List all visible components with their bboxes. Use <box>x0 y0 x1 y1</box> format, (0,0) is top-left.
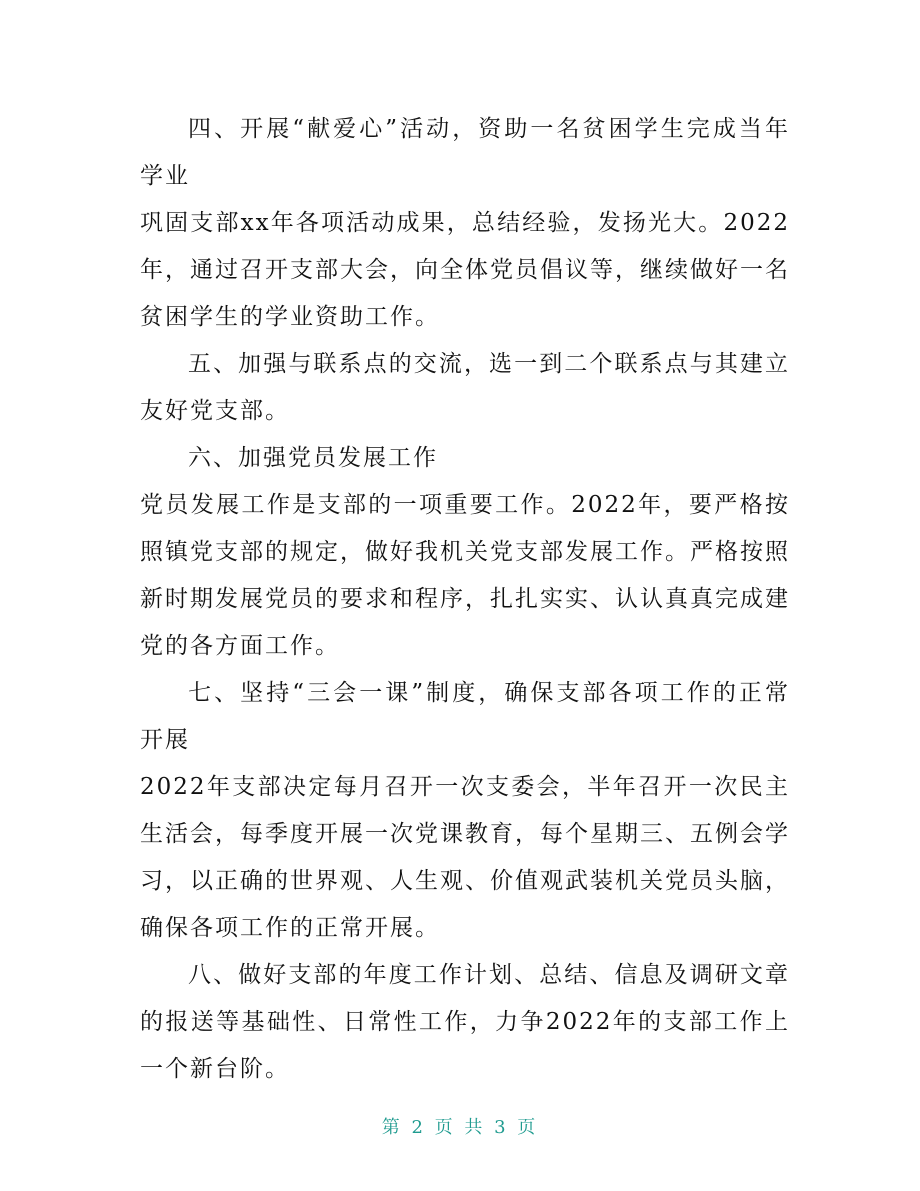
paragraph-heading-7: 七、坚持“三会一课”制度，确保支部各项工作的正常开展 <box>140 680 790 753</box>
paragraph-heading-5: 五、加强与联系点的交流，选一到二个联系点与其建立友好党支部。 <box>140 351 790 424</box>
document-body <box>140 106 790 1093</box>
page-number-footer: 第 2 页 共 3 页 <box>381 1117 539 1138</box>
paragraph-body-6: 党员发展工作是支部的一项重要工作。2022年，要严格按照镇党支部的规定，做好我机关党支部发展工作。严格按照新时期发展党员的要求和程序，扎扎实实、认认真真完成建党的各方面工作。 <box>140 492 790 659</box>
paragraph-body-7: 2022年支部决定每月召开一次支委会，半年召开一次民主生活会，每季度开展一次党课教育，每个星期三、五例会学习，以正确的世界观、人生观、价值观武装机关党员头脑，确保各项工作的正常开展。 <box>140 774 790 941</box>
paragraph-body-4: 巩固支部xx年各项活动成果，总结经验，发扬光大。2022年，通过召开支部大会，向全体党员倡议等，继续做好一名贫困学生的学业资助工作。 <box>140 210 790 330</box>
paragraph-heading-4: 四、开展“献爱心”活动，资助一名贫困学生完成当年学业 <box>140 116 790 189</box>
paragraph-heading-6: 六、加强党员发展工作 <box>188 445 438 471</box>
paragraph-heading-8: 八、做好支部的年度工作计划、总结、信息及调研文章的报送等基础性、日常性工作，力争2022年的支部工作上一个新台阶。 <box>140 962 790 1082</box>
